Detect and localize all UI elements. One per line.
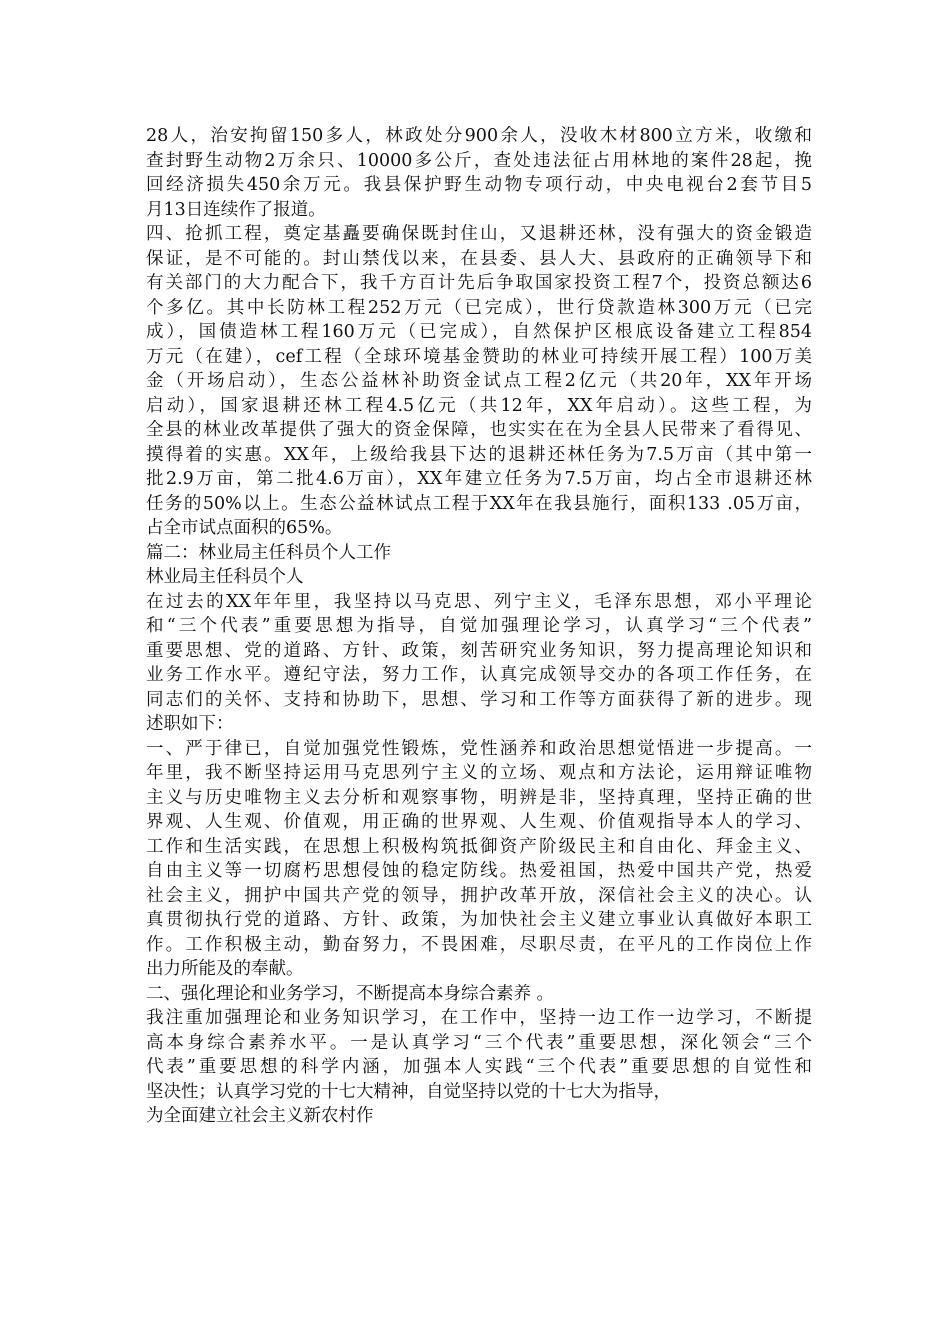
- text-line: 启动），国家退耕还林工程4.5亿元（共12年，XX年启动）。这些工程，为: [146, 395, 812, 416]
- text-line: 任务的50%以上。生态公益林试点工程于XX年在我县施行，面积133 .05万亩，: [146, 493, 812, 514]
- text-line: 自由主义等一切腐朽思想侵蚀的稳定防线。热爱祖国，热爱中国共产党，热爱: [146, 861, 812, 881]
- text-line: 年里，我不断坚持运用马克思列宁主义的立场、观点和方法论，运用辩证唯物: [146, 763, 812, 783]
- text-line: 作。工作积极主动，勤奋努力，不畏困难，尽职尽责，在平凡的工作岗位上作: [146, 934, 812, 955]
- text-line: 个多亿。其中长防林工程252万元（已完成），世行贷款造林300万元（已完: [146, 297, 812, 318]
- text-line: 一、严于律已，自觉加强党性锻炼，党性涵养和政治思想觉悟进一步提高。一: [146, 738, 812, 759]
- text-line: 全县的林业改革提供了强大的资金保障，也实实在在为全县人民带来了看得见、: [146, 420, 812, 440]
- document-body: [146, 124, 812, 1129]
- text-line: 成），国债造林工程160万元（已完成），自然保护区根底设备建立工程854: [146, 322, 812, 342]
- text-line: 金（开场启动），生态公益林补助资金试点工程2亿元（共20年，XX年开场: [146, 371, 812, 391]
- text-line: 万元（在建），cef工程（全球环境基金赞助的林业可持续开展工程）100万美: [146, 346, 812, 367]
- text-line: 同志们的关怀、支持和协助下，思想、学习和工作等方面获得了新的进步。现: [146, 689, 812, 710]
- text-line: 为全面建立社会主义新农村作: [146, 1106, 374, 1126]
- text-line: 主义与历史唯物主义去分析和观察事物，明辨是非，坚持真理，坚持正确的世: [146, 787, 812, 808]
- text-line: 二、强化理论和业务学习，不断提高本身综合素养 。: [146, 983, 555, 1004]
- text-line: 林业局主任科员个人: [146, 567, 304, 587]
- text-line: 保证，是不可能的。封山禁伐以来，在县委、县人大、县政府的正确领导下和: [146, 248, 812, 269]
- text-line: 业务工作水平。遵纪守法，努力工作，认真完成领导交办的各项工作任务，在: [146, 665, 812, 685]
- text-line: 四、抢抓工程，奠定基矗要确保既封住山，又退耕还林，没有强大的资金锻造: [146, 224, 812, 244]
- text-line: 回经济损失450余万元。我县保护野生动物专项行动，中央电视台2套节目5: [146, 175, 812, 195]
- text-line: 月13日连续作了报道。: [146, 199, 326, 220]
- text-line: 查封野生动物2万余只、10000多公斤，查处违法征占用林地的案件28起，挽: [146, 150, 812, 171]
- text-line: 坚决性；认真学习党的十七大精神，自觉坚持以党的十七大为指导，: [146, 1081, 671, 1102]
- text-line: 篇二：林业局主任科员个人工作: [146, 542, 391, 563]
- text-line: 界观、人生观、价值观，用正确的世界观、人生观、价值观指导本人的学习、: [146, 812, 812, 832]
- text-line: 代表”重要思想的科学内涵，加强本人实践“三个代表”重要思想的自觉性和: [146, 1057, 812, 1077]
- text-line: 28人，治安拘留150多人，林政处分900余人，没收木材800立方米，收缴和: [146, 126, 812, 146]
- text-line: 我注重加强理论和业务知识学习，在工作中，坚持一边工作一边学习，不断提: [146, 1008, 812, 1028]
- text-line: 真贯彻执行党的道路、方针、政策，为加快社会主义建立事业认真做好本职工: [146, 910, 812, 930]
- text-line: 有关部门的大力配合下，我千方百计先后争取国家投资工程7个，投资总额达6: [146, 273, 812, 293]
- text-line: 批2.9万亩，第二批4.6万亩），XX年建立任务为7.5万亩，均占全市退耕还林: [146, 469, 812, 489]
- text-line: 在过去的XX年年里，我坚持以马克思、列宁主义，毛泽东思想，邓小平理论: [146, 591, 812, 612]
- text-line: 占全市试点面积的65%。: [146, 518, 343, 538]
- text-line: 述职如下：: [146, 714, 234, 734]
- text-line: 出力所能及的奉献。: [146, 959, 304, 979]
- text-line: 社会主义，拥护中国共产党的领导，拥护改革开放，深信社会主义的决心。认: [146, 885, 812, 906]
- text-line: 和“三个代表”重要思想为指导，自觉加强理论学习，认真学习“三个代表”: [146, 616, 812, 636]
- text-line: 高本身综合素养水平。一是认真学习“三个代表”重要思想，深化领会“三个: [146, 1032, 812, 1053]
- text-line: 重要思想、党的道路、方针、政策，刻苦研究业务知识，努力提高理论知识和: [146, 640, 812, 661]
- text-line: 摸得着的实惠。XX年，上级给我县下达的退耕还林任务为7.5万亩（其中第一: [146, 444, 812, 465]
- text-line: 工作和生活实践，在思想上积极构筑抵御资产阶级民主和自由化、拜金主义、: [146, 836, 812, 857]
